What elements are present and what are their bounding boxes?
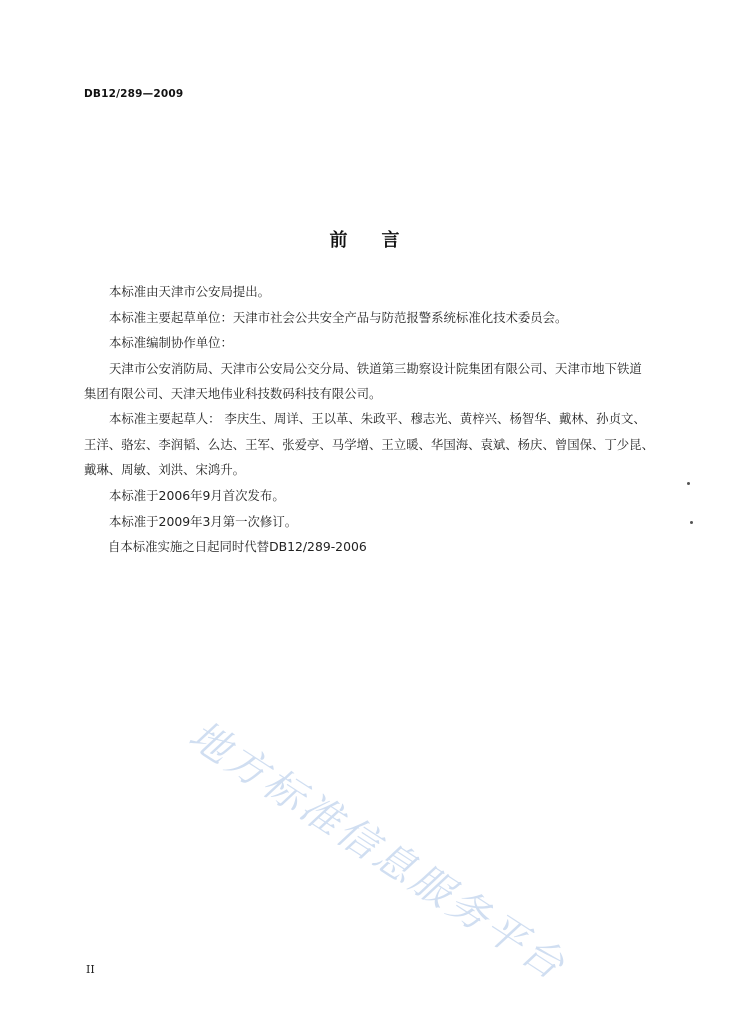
proposer-paragraph: 本标准由天津市公安局提出。	[109, 284, 271, 299]
drafters-line-3: 戴琳、周敏、刘洪、宋鸿升。	[84, 462, 246, 477]
page-number: II	[86, 963, 95, 976]
first-release-paragraph: 本标准于2006年9月首次发布。	[109, 488, 285, 503]
watermark: 地方标准信息服务平台	[180, 712, 575, 991]
drafters-line-2: 王洋、骆宏、李润韬、么达、王军、张爱亭、马学增、王立暖、华国海、袁斌、杨庆、曾国保、丁少昆、	[84, 437, 654, 452]
replacement-paragraph: 自本标准实施之日起同时代替DB12/289-2006	[108, 539, 367, 554]
cooperating-units-label: 本标准编制协作单位：	[109, 335, 233, 350]
scan-speck	[687, 482, 690, 485]
drafters-line-1: 本标准主要起草人： 李庆生、周详、王以革、朱政平、穆志光、黄梓兴、杨智华、戴林、孙贞文、	[109, 411, 646, 426]
first-revision-paragraph: 本标准于2009年3月第一次修订。	[109, 514, 298, 529]
document-code: DB12/289—2009	[84, 88, 184, 100]
cooperating-units-line-2: 集团有限公司、天津天地伟业科技数码科技有限公司。	[84, 386, 382, 401]
main-drafting-unit-paragraph: 本标准主要起草单位：天津市社会公共安全产品与防范报警系统标准化技术委员会。	[109, 310, 568, 325]
cooperating-units-line-1: 天津市公安消防局、天津市公安局公交分局、铁道第三勘察设计院集团有限公司、天津市地下铁道	[109, 361, 642, 376]
section-title: 前言	[329, 230, 434, 251]
scan-speck	[690, 521, 693, 524]
